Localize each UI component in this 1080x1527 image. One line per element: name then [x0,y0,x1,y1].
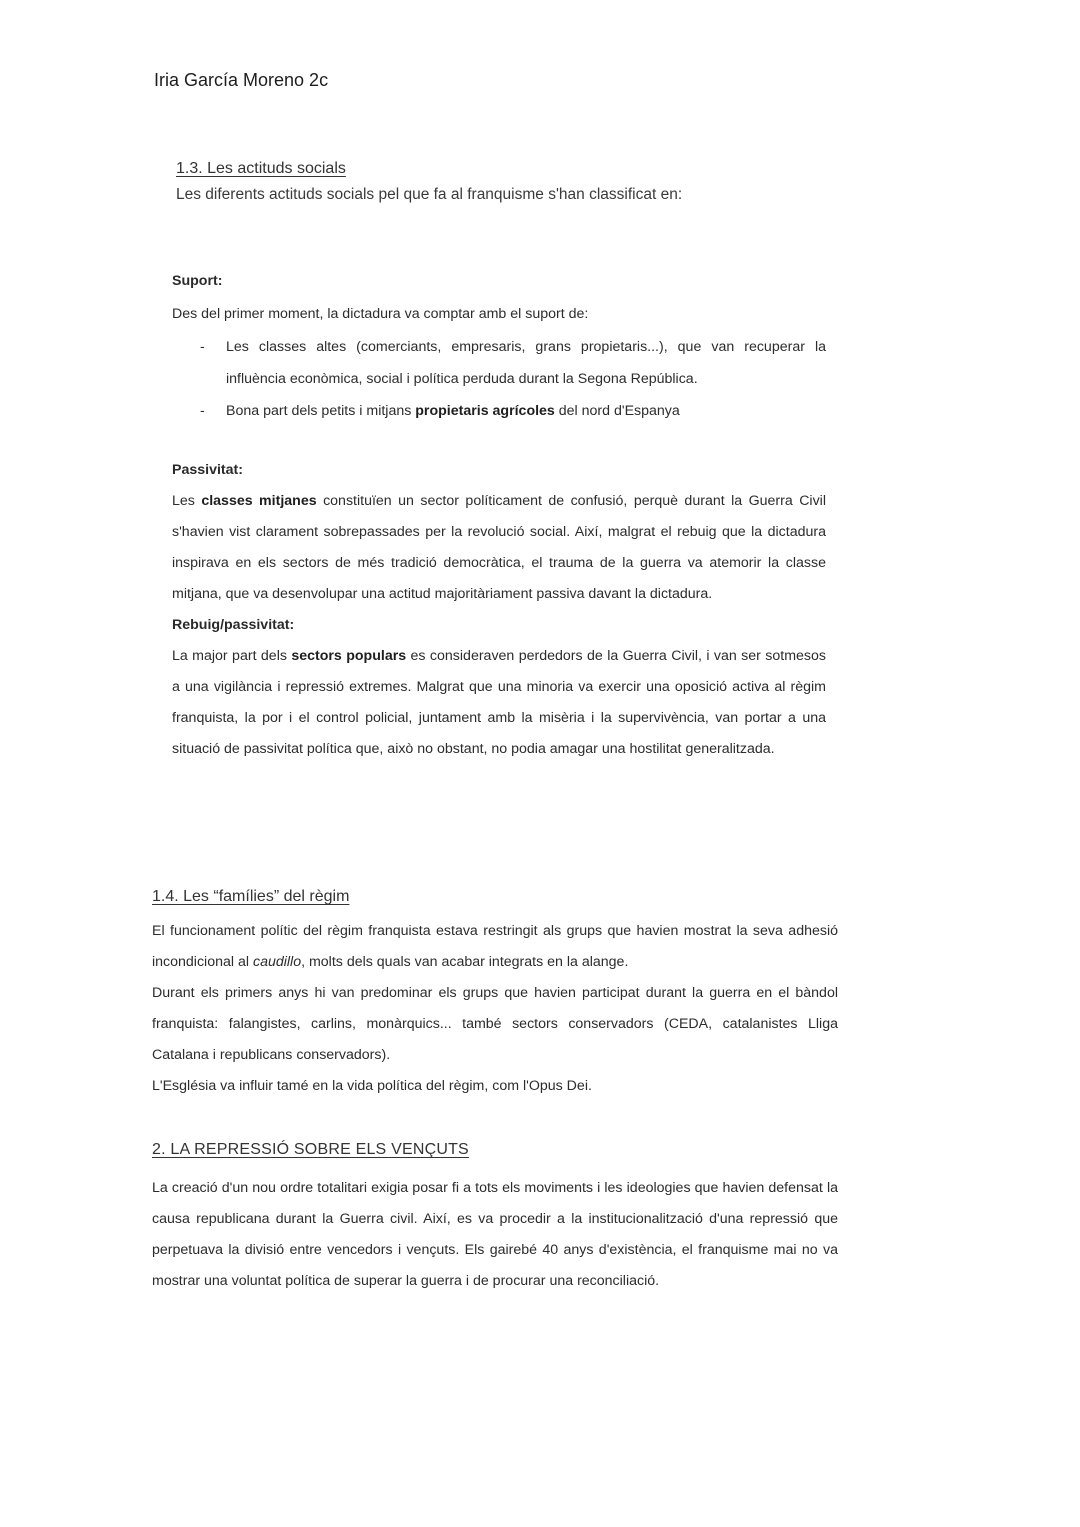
suport-item-2-bold: propietaris agrícoles [415,403,555,419]
rebuig-pre: La major part dels [172,648,292,664]
families-paragraph-3: L'Església va influir tamé en la vida política del règim, com l'Opus Dei. [152,1078,592,1094]
suport-intro: Des del primer moment, la dictadura va comptar amb el suport de: [172,306,589,322]
repressio-paragraph: La creació d'un nou ordre totalitari exigia posar fi a tots els moviments i les ideologies que havien defensat la causa republicana durant la Guerra civil. Així, es va procedir a la institucionalització d'una repressió que perpetuava la divisió entre vencedors i vençuts. Els gairebé 40 anys d'existència, el franquisme mai no va mostrar una voluntat política de superar la guerra i de procurar una reconciliació. [152,1180,838,1289]
families-paragraph-2: Durant els primers anys hi van predominar els grups que havien participat durant la guerra en el bàndol franquista: falangistes, carlins, monàrquics... també sectors conservadors (CEDA, catalanistes Lliga Catalana i republicans conservadors). [152,985,838,1063]
passivitat-paragraph [172,486,826,610]
suport-item-2-pre: Bona part dels petits i mitjans [226,403,416,419]
list-item [172,395,826,427]
dash-bullet-icon: - [200,339,205,355]
families-p1-pre: El funcionament polític del règim franquista estava restringit als grups que havien mostrat la seva adhesió incondicional al [152,923,838,970]
suport-item-2-post: del nord d'Espanya [554,403,680,419]
rebuig-paragraph [172,641,826,765]
families-paragraph-1 [152,916,838,978]
section-1-4 [152,888,838,1102]
section-title-1-3: 1.3. Les actituds socials [176,160,346,177]
section-1-3 [176,160,826,204]
section-title-2: 2. LA REPRESSIÓ SOBRE ELS VENÇUTS [152,1141,469,1158]
section-2 [152,1141,838,1297]
families-p1-post: , molts dels quals van acabar integrats en la alange. [301,954,629,970]
suport-list [172,331,826,427]
rebuig-bold: sectors populars [291,648,407,664]
suport-heading: Suport: [172,273,223,289]
suport-block [172,266,826,427]
passivitat-pre: Les [172,493,202,509]
passivitat-heading: Passivitat: [172,462,243,478]
rebuig-heading: Rebuig/passivitat: [172,617,295,633]
suport-item-1: Les classes altes (comerciants, empresaris, grans propietaris...), que van recuperar la influència econòmica, social i política perduda durant la Segona República. [226,339,826,387]
list-item [172,331,826,395]
rebuig-post: es consideraven perdedors de la Guerra Civil, i van ser sotmesos a una vigilància i repressió extremes. Malgrat que una minoria va exercir una oposició activa al règim franquista, la por i el control policial, juntament amb la misèria i la supervivència, van portar a una situació de passivitat política que, això no obstant, no podia amagar una hostilitat generalitzada. [172,648,826,757]
section-title-1-4: 1.4. Les “famílies” del règim [152,888,350,905]
section-intro-1-3: Les diferents actituds socials pel que fa al franquisme s'han classificat en: [176,186,683,203]
families-p1-ital: caudillo [252,954,302,970]
passivitat-block [172,455,826,765]
passivitat-bold: classes mitjanes [201,493,317,509]
dash-bullet-icon: - [200,403,205,419]
passivitat-post: constituïen un sector políticament de confusió, perquè durant la Guerra Civil s'havien vist clarament sobrepassades per la revolució social. Així, malgrat el rebuig que la dictadura inspirava en els sectors de més tradició democràtica, el trauma de la guerra va atemorir la classe mitjana, que va desenvolupar una actitud majoritàriament passiva davant la dictadura. [172,493,826,602]
author-header: Iria García Moreno 2c [154,70,329,90]
